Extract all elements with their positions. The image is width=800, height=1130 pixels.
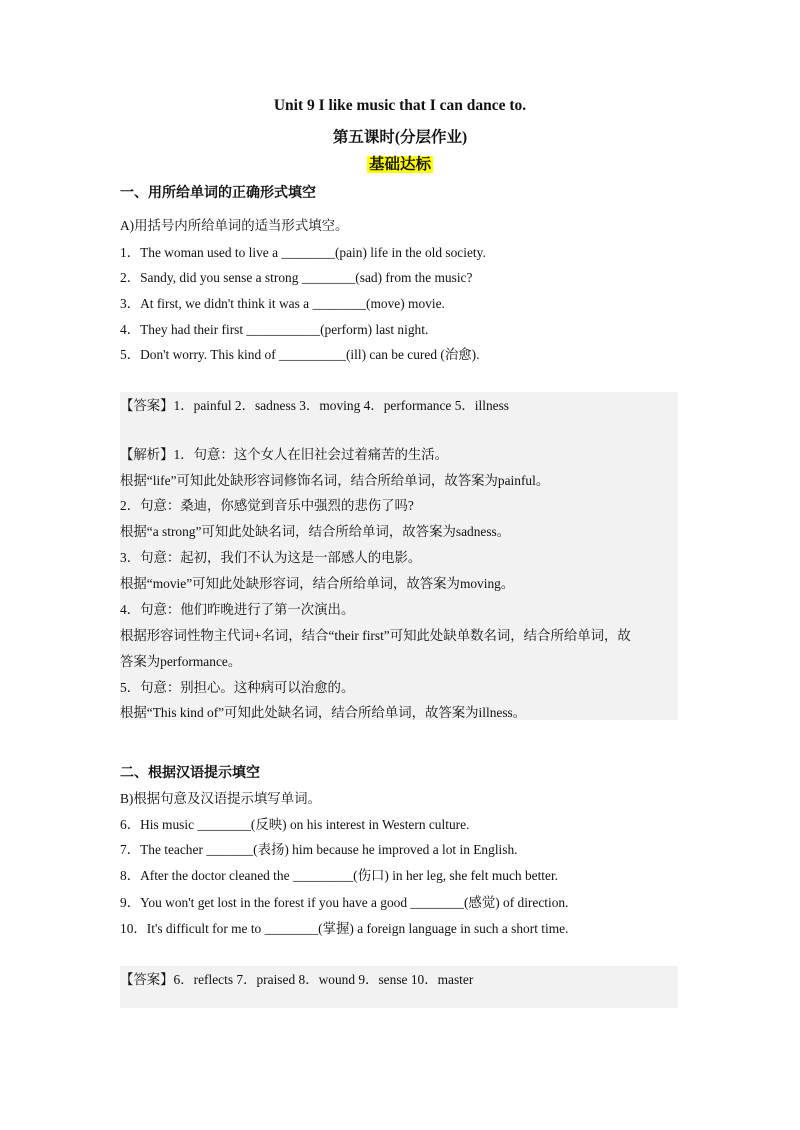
explanation-line: 根据“life”可知此处缺形容词修饰名词，结合所给单词，故答案为painful。 bbox=[120, 473, 550, 488]
section2-instruction: B)根据句意及汉语提示填写单词。 bbox=[120, 791, 321, 806]
question-4: 4．They had their first ___________(perform) last night. bbox=[120, 322, 429, 337]
question-1: 1．The woman used to live a ________(pain) life in the old society. bbox=[120, 245, 486, 260]
lesson-subtitle: 第五课时(分层作业) bbox=[332, 129, 468, 146]
question-2: 2．Sandy, did you sense a strong ________(sad) from the music? bbox=[120, 270, 473, 285]
question-10: 10．It's difficult for me to ________(掌握) a foreign language in such a short time. bbox=[120, 921, 569, 936]
question-8: 8．After the doctor cleaned the _________(伤口) in her leg, she felt much better. bbox=[120, 868, 559, 883]
section1-instruction: A)用括号内所给单词的适当形式填空。 bbox=[120, 218, 349, 233]
question-3: 3．At first, we didn't think it was a ________(move) movie. bbox=[120, 296, 445, 311]
level-highlight: 基础达标 bbox=[368, 156, 431, 173]
explanation-line: 4．句意：他们昨晚进行了第一次演出。 bbox=[120, 602, 355, 617]
question-6: 6．His music ________(反映) on his interest in Western culture. bbox=[120, 817, 470, 832]
explanation-line: 根据“a strong”可知此处缺名词，结合所给单词，故答案为sadness。 bbox=[120, 524, 511, 539]
question-5: 5．Don't worry. This kind of __________(ill) can be cured (治愈). bbox=[120, 347, 480, 362]
section1-heading: 一、用所给单词的正确形式填空 bbox=[120, 186, 316, 201]
section2-heading: 二、根据汉语提示填空 bbox=[120, 766, 260, 781]
page-title: Unit 9 I like music that I can dance to. bbox=[273, 97, 527, 114]
explanation-line: 3．句意：起初，我们不认为这是一部感人的电影。 bbox=[120, 550, 422, 565]
explanation-line: 2．句意：桑迪，你感觉到音乐中强烈的悲伤了吗? bbox=[120, 498, 414, 513]
section2-answer: 【答案】6．reflects 7．praised 8．wound 9．sense 10．master bbox=[120, 972, 474, 987]
explanation-line: 5．句意：别担心。这种病可以治愈的。 bbox=[120, 680, 355, 695]
question-7: 7．The teacher _______(表扬) him because he improved a lot in English. bbox=[120, 842, 518, 857]
explanation-line: 根据“movie”可知此处缺形容词，结合所给单词，故答案为moving。 bbox=[120, 576, 515, 591]
section1-answer: 【答案】1．painful 2．sadness 3．moving 4．performance 5．illness bbox=[120, 398, 510, 413]
question-9: 9．You won't get lost in the forest if you have a good ________(感觉) of direction. bbox=[120, 895, 569, 910]
level-label bbox=[0, 152, 800, 174]
explanation-line: 根据“This kind of”可知此处缺名词，结合所给单词，故答案为illness。 bbox=[120, 705, 527, 720]
explanation-line: 【解析】1．句意：这个女人在旧社会过着痛苦的生活。 bbox=[120, 447, 449, 462]
explanation-line: 根据形容词性物主代词+名词，结合“their first”可知此处缺单数名词，结合所给单词，故 bbox=[120, 628, 631, 643]
explanation-line: 答案为performance。 bbox=[120, 654, 242, 669]
